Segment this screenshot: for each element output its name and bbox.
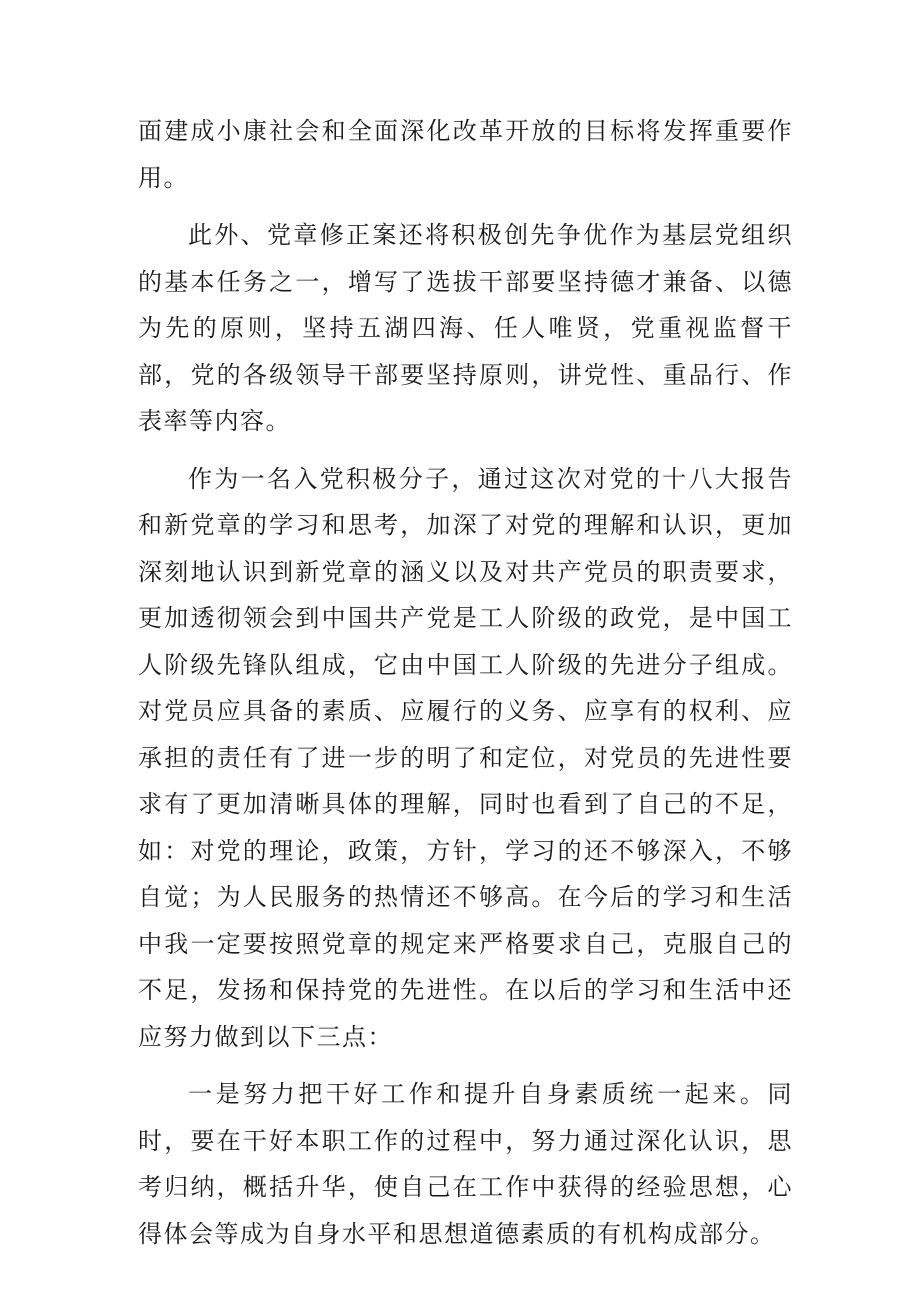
paragraph-party-constitution-amendment: 此外、党章修正案还将积极创先争优作为基层党组织的基本任务之一，增写了选拔干部要坚持德才兼备、以德为先的原则，坚持五湖四海、任人唯贤，党重视监督干部，党的各级领导干部要坚持原则，讲党性、重品行、作表率等内容。 xyxy=(138,221,793,435)
paragraph-continuation: 面建成小康社会和全面深化改革开放的目标将发挥重要作用。 xyxy=(138,117,793,192)
document-body xyxy=(138,108,793,1268)
paragraph-activist-reflection: 作为一名入党积极分子，通过这次对党的十八大报告和新党章的学习和思考，加深了对党的理解和认识，更加深刻地认识到新党章的涵义以及对共产党员的职责要求，更加透彻领会到中国共产党是工人阶级的政党，是中国工人阶级先锋队组成，它由中国工人阶级的先进分子组成。对党员应具备的素质、应履行的义务、应享有的权利、应承担的责任有了进一步的明了和定位，对党员的先进性要求有了更加清晰具体的理解，同时也看到了自己的不足，如：对党的理论，政策，方针，学习的还不够深入，不够自觉；为人民服务的热情还不够高。在今后的学习和生活中我一定要按照党章的规定来严格要求自己，克服自己的不足，发扬和保持党的先进性。在以后的学习和生活中还应努力做到以下三点： xyxy=(138,464,793,1051)
paragraph-point-one: 一是努力把干好工作和提升自身素质统一起来。同时，要在干好本职工作的过程中，努力通过深化认识，思考归纳，概括升华，使自己在工作中获得的经验思想，心得体会等成为自身水平和思想道德素质的有机构成部分。 xyxy=(138,1080,793,1248)
